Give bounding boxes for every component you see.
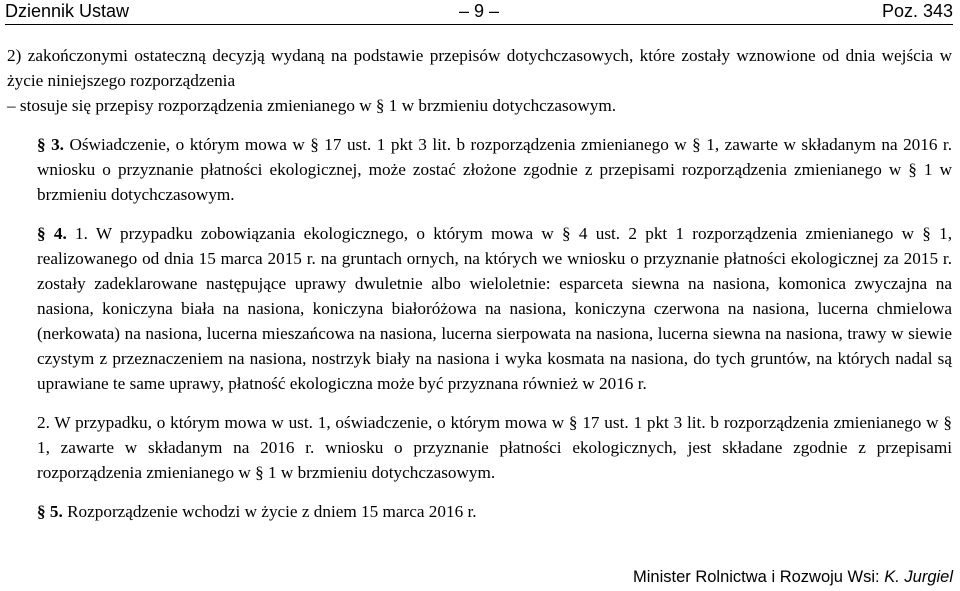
section-5-paragraph	[7, 499, 952, 524]
section-3-text: Oświadczenie, o którym mowa w § 17 ust. 1 pkt 3 lit. b rozporządzenia zmienianego w § 1, zawarte w składanym na 2016 r. wniosku o przyznanie płatności ekologicznej, może zostać złożone zgodnie z przepisami rozporządzenia zmienianego w § 1 w brzmieniu dotychczasowym.	[37, 135, 953, 204]
section-3-number: § 3.	[37, 135, 64, 154]
section-5-number: § 5.	[37, 502, 63, 521]
section-4-text: 1. W przypadku zobowiązania ekologicznego, o którym mowa w § 4 ust. 2 pkt 1 rozporządzenia zmienianego w § 1, realizowanego od dnia 15 marca 2015 r. na gruntach ornych, na których we wniosku o przyznanie płatności ekologicznej za 2015 r. zostały zadeklarowane następujące uprawy dwuletnie albo wieloletnie: esparceta siewna na nasiona, komonica zwyczajna na nasiona, koniczyna biała na nasiona, koniczyna białoróżowa na nasiona, koniczyna czerwona na nasiona, lucerna chmielowa (nerkowata) na nasiona, lucerna mieszańcowa na nasiona, lucerna sierpowata na nasiona, lucerna siewna na nasiona, trawy w siewie czystym z przeznaczeniem na nasiona, nostrzyk biały na nasiona i wyka kosmata na nasiona, do tych gruntów, na których nadal są uprawiane te same uprawy, płatność ekologiczna może być przyznana również w 2016 r.	[37, 224, 953, 393]
section-5-text: Rozporządzenie wchodzi w życie z dniem 15 marca 2016 r.	[67, 502, 477, 521]
signature-name: K. Jurgiel	[884, 568, 953, 586]
journal-title: Dziennik Ustaw	[5, 1, 130, 21]
applies-paragraph: – stosuje się przepisy rozporządzenia zmienianego w § 1 w brzmieniu dotychczasowym.	[7, 96, 617, 115]
signature-title: Minister Rolnictwa i Rozwoju Wsi:	[632, 568, 880, 586]
section-4-paragraph	[7, 221, 952, 396]
section-3-paragraph	[7, 132, 952, 207]
document-body	[7, 43, 952, 524]
item-2-paragraph: 2) zakończonymi ostateczną decyzją wydaną na podstawie przepisów dotychczasowych, które zostały wznowione od dnia wejścia w życie niniejszego rozporządzenia	[7, 46, 952, 90]
section-4-item-2-paragraph: 2. W przypadku, o którym mowa w ust. 1, oświadczenie, o którym mowa w § 17 ust. 1 pkt 3 lit. b rozporządzenia zmienianego w § 1, zawarte w składanym na 2016 r. wniosku o przyznanie płatności ekologicznych, jest składane zgodnie z przepisami rozporządzenia zmienianego w § 1 w brzmieniu dotychczasowym.	[37, 413, 952, 482]
position-number: Poz. 343	[881, 1, 953, 21]
signature-block	[633, 566, 953, 588]
page-header	[5, 0, 953, 25]
page-number: – 9 –	[458, 1, 500, 21]
section-4-number: § 4.	[37, 224, 67, 243]
